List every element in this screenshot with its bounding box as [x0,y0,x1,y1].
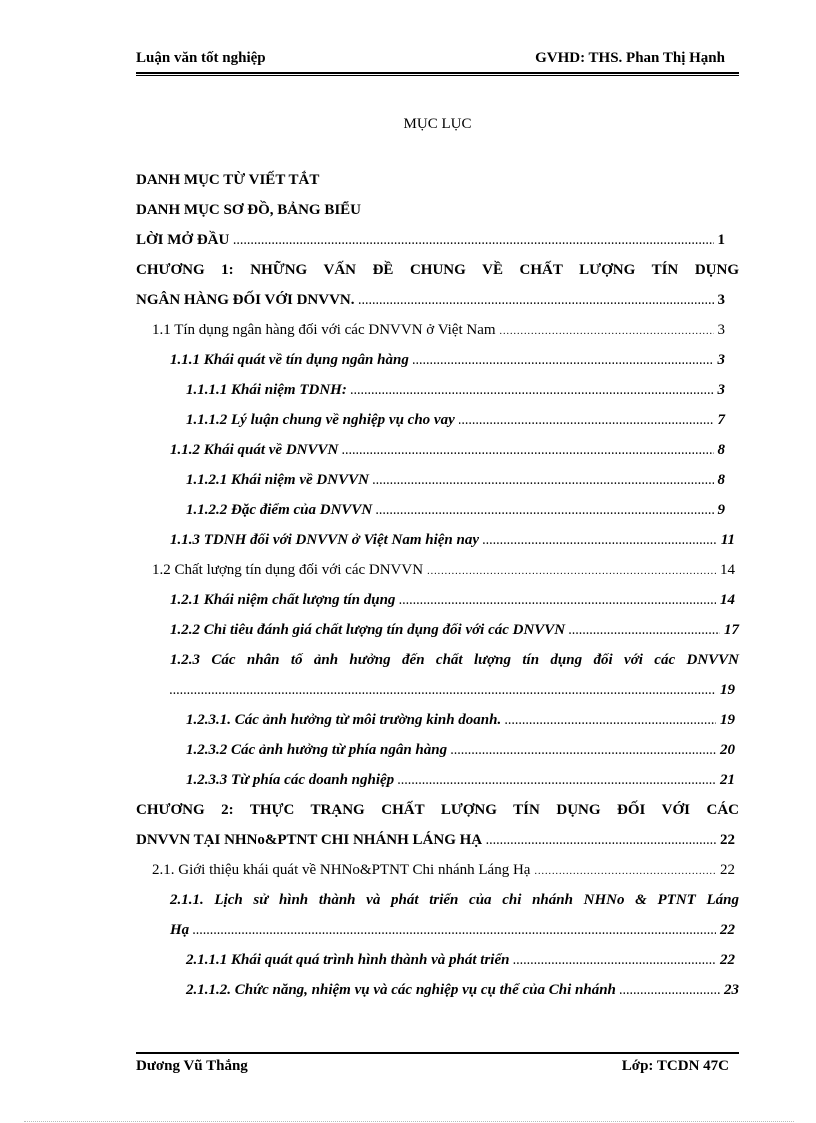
toc-entry-2-1-1-line1[interactable]: 2.1.1. Lịch sử hình thành và phát triển của chi nhánh NHNo & PTNT Láng [170,892,739,908]
footer-rule [136,1052,739,1054]
toc-entry-1-1-1[interactable]: 1.1.1 Khái quát về tín dụng ngân hàng ..... 3 [170,352,739,374]
toc-entry-1-2[interactable]: 1.2 Chất lượng tín dụng đối với các DNVVN ..... 14 [152,562,739,584]
toc-chapter1-line1[interactable]: CHƯƠNG 1: NHỮNG VẤN ĐỀ CHUNG VỀ CHẤT LƯỢNG TÍN DỤNG [136,262,739,278]
toc-entry-1-1[interactable]: 1.1 Tín dụng ngân hàng đối với các DNVVN ở Việt Nam ..... 3 [152,322,739,344]
toc-entry-1-1-2-2[interactable]: 1.1.2.2 Đặc điểm của DNVVN ..... 9 [186,502,739,524]
header-right: GVHD: THS. Phan Thị Hạnh [535,50,725,66]
toc-entry-1-2-3-3[interactable]: 1.2.3.3 Từ phía các doanh nghiệp ..... 21 [186,772,739,794]
footer-right: Lớp: TCDN 47C [621,1058,729,1074]
page-title: MỤC LỤC [403,116,472,132]
toc-figures[interactable]: DANH MỤC SƠ ĐỒ, BẢNG BIỂU [136,202,362,218]
toc-entry-1-2-3-2[interactable]: 1.2.3.2 Các ảnh hưởng từ phía ngân hàng ..... 20 [186,742,739,764]
toc-chapter2-line2[interactable]: DNVVN TẠI NHNo&PTNT CHI NHÁNH LÁNG HẠ ..... 22 [136,832,739,854]
toc-entry-1-1-1-2[interactable]: 1.1.1.2 Lý luận chung về nghiệp vụ cho vay ..... 7 [186,412,739,434]
header-rule [136,72,739,74]
toc-entry-1-1-3[interactable]: 1.1.3 TDNH đối với DNVVN ở Việt Nam hiện nay ..... 11 [170,532,739,554]
toc-entry-2-1[interactable]: 2.1. Giới thiệu khái quát về NHNo&PTNT Chi nhánh Láng Hạ ..... 22 [152,862,739,884]
toc-entry-1-2-1[interactable]: 1.2.1 Khái niệm chất lượng tín dụng ..... 14 [170,592,739,614]
toc-entry-2-1-1-1[interactable]: 2.1.1.1 Khái quát quá trình hình thành và phát triển ..... 22 [186,952,739,974]
toc-entry-2-1-1-2[interactable]: 2.1.1.2. Chức năng, nhiệm vụ và các nghiệp vụ cụ thể của Chi nhánh ..... 23 [186,982,739,1004]
toc-entry-1-2-3-line2[interactable]: ..... 19 [170,682,739,704]
toc-entry-1-1-1-1[interactable]: 1.1.1.1 Khái niệm TDNH: ..... 3 [186,382,739,404]
toc-chapter2-line1[interactable]: CHƯƠNG 2: THỰC TRẠNG CHẤT LƯỢNG TÍN DỤNG ĐỐI VỚI CÁC [136,802,739,818]
header-left: Luận văn tốt nghiệp [136,50,266,66]
toc-entry-1-1-2-1[interactable]: 1.1.2.1 Khái niệm về DNVVN ..... 8 [186,472,739,494]
toc-entry-2-1-1-line2[interactable]: Hạ ..... 22 [170,922,739,944]
page-bottom-border [24,1121,794,1122]
toc-entry-intro[interactable]: LỜI MỞ ĐẦU ..... 1 [136,232,739,254]
toc-abbreviations[interactable]: DANH MỤC TỪ VIẾT TẮT [136,172,320,188]
toc-entry-1-2-3-1[interactable]: 1.2.3.1. Các ảnh hưởng từ môi trường kinh doanh. ..... 19 [186,712,739,734]
toc-chapter1-line2[interactable]: NGÂN HÀNG ĐỐI VỚI DNVVN. ..... 3 [136,292,739,314]
page-header [136,46,739,72]
header-rule-thin [136,75,739,76]
footer-left: Dương Vũ Thắng [136,1058,248,1074]
toc-entry-1-2-3-line1[interactable]: 1.2.3 Các nhân tố ảnh hưởng đến chất lượng tín dụng đối với các DNVVN [170,652,739,668]
toc-entry-1-2-2[interactable]: 1.2.2 Chỉ tiêu đánh giá chất lượng tín dụng đối với các DNVVN ..... 17 [170,622,739,644]
toc-entry-1-1-2[interactable]: 1.1.2 Khái quát về DNVVN ..... 8 [170,442,739,464]
